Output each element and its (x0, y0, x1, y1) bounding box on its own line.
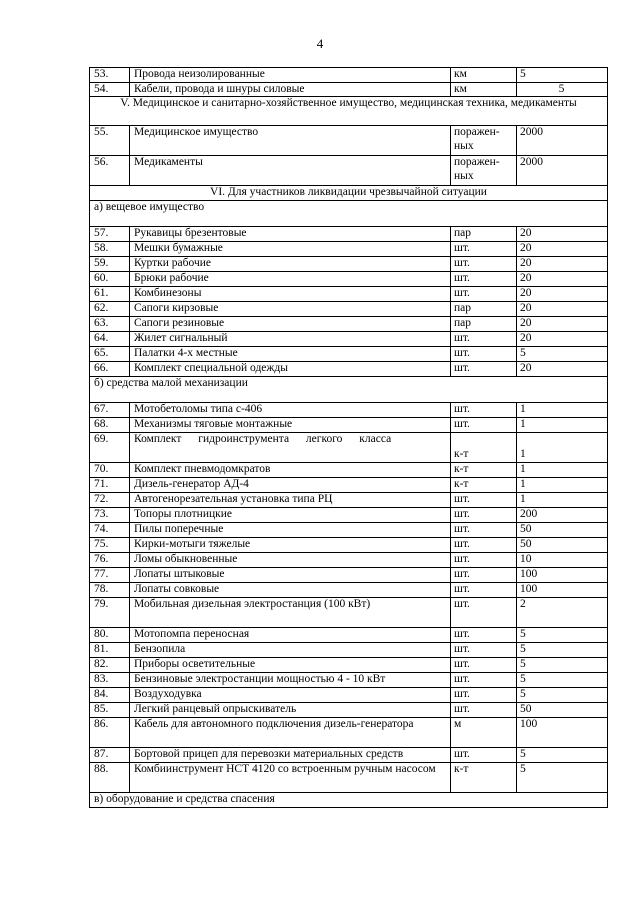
item-unit: шт. (451, 552, 517, 567)
table-row (90, 82, 608, 97)
subsection-title: в) оборудование и средства спасения (90, 792, 608, 807)
item-name: Бензиновые электростанции мощностью 4 - 10 кВт (130, 672, 451, 687)
item-quantity: 20 (517, 271, 608, 286)
item-unit: м (451, 717, 517, 747)
item-name: Медицинское имущество (130, 126, 451, 156)
item-unit: шт. (451, 286, 517, 301)
row-number: 53. (90, 68, 130, 83)
table-row (90, 702, 608, 717)
table-row (90, 537, 608, 552)
item-name: Топоры плотницкие (130, 507, 451, 522)
item-quantity: 5 (517, 642, 608, 657)
item-quantity: 5 (517, 747, 608, 762)
item-name: Мотопомпа переносная (130, 627, 451, 642)
table-row (90, 507, 608, 522)
item-name: Кабель для автономного подключения дизель-генератора (130, 717, 451, 747)
row-number: 81. (90, 642, 130, 657)
row-number: 80. (90, 627, 130, 642)
row-number: 70. (90, 462, 130, 477)
row-number: 77. (90, 567, 130, 582)
row-number: 73. (90, 507, 130, 522)
row-number: 69. (90, 432, 130, 462)
table-row (90, 657, 608, 672)
table-row (90, 582, 608, 597)
table-row (90, 316, 608, 331)
item-quantity: 20 (517, 316, 608, 331)
item-unit: шт. (451, 657, 517, 672)
row-number: 57. (90, 226, 130, 241)
table-row (90, 462, 608, 477)
table-row (90, 417, 608, 432)
item-unit: шт. (451, 256, 517, 271)
item-name: Комбинезоны (130, 286, 451, 301)
item-quantity: 20 (517, 331, 608, 346)
item-name: Ломы обыкновенные (130, 552, 451, 567)
equipment-table-body (90, 68, 608, 808)
table-row (90, 402, 608, 417)
table-row (90, 477, 608, 492)
item-quantity: 50 (517, 702, 608, 717)
table-row (90, 567, 608, 582)
item-name: Лопаты штыковые (130, 567, 451, 582)
item-name: Комплект пневмодомкратов (130, 462, 451, 477)
item-unit: к-т (451, 462, 517, 477)
item-name: Воздуходувка (130, 687, 451, 702)
section-title: VI. Для участников ликвидации чрезвычайной ситуации (90, 186, 608, 201)
row-number: 83. (90, 672, 130, 687)
item-name: Механизмы тяговые монтажные (130, 417, 451, 432)
equipment-table (89, 67, 608, 808)
table-row (90, 597, 608, 627)
item-unit: пар (451, 301, 517, 316)
item-quantity: 5 (517, 627, 608, 642)
table-row (90, 627, 608, 642)
item-quantity: 5 (517, 68, 608, 83)
item-quantity: 20 (517, 256, 608, 271)
table-row (90, 301, 608, 316)
item-quantity: 1 (517, 432, 608, 462)
item-quantity: 1 (517, 492, 608, 507)
table-row (90, 687, 608, 702)
item-name: Комбиинструмент НСТ 4120 со встроенным ручным насосом (130, 762, 451, 792)
item-unit: поражен-ных (451, 156, 517, 186)
row-number: 88. (90, 762, 130, 792)
table-row (90, 346, 608, 361)
item-quantity: 20 (517, 286, 608, 301)
table-row (90, 552, 608, 567)
item-name: Бортовой прицеп для перевозки материальных средств (130, 747, 451, 762)
item-unit: шт. (451, 627, 517, 642)
item-quantity: 1 (517, 417, 608, 432)
table-row (90, 241, 608, 256)
item-unit: шт. (451, 402, 517, 417)
item-name: Медикаменты (130, 156, 451, 186)
row-number: 84. (90, 687, 130, 702)
table-row (90, 68, 608, 83)
table-row (90, 642, 608, 657)
item-unit: шт. (451, 582, 517, 597)
item-unit: шт. (451, 642, 517, 657)
subsection-row (90, 376, 608, 402)
item-unit: шт. (451, 417, 517, 432)
item-quantity: 2 (517, 597, 608, 627)
item-quantity: 2000 (517, 126, 608, 156)
item-name: Лопаты совковые (130, 582, 451, 597)
row-number: 63. (90, 316, 130, 331)
item-unit: шт. (451, 507, 517, 522)
subsection-title: а) вещевое имущество (90, 200, 608, 226)
table-row (90, 747, 608, 762)
table-row (90, 271, 608, 286)
item-unit: км (451, 68, 517, 83)
item-name: Рукавицы брезентовые (130, 226, 451, 241)
item-name: Дизель-генератор АД-4 (130, 477, 451, 492)
item-quantity: 100 (517, 567, 608, 582)
row-number: 74. (90, 522, 130, 537)
row-number: 55. (90, 126, 130, 156)
row-number: 68. (90, 417, 130, 432)
table-row (90, 286, 608, 301)
table-row (90, 331, 608, 346)
item-name: Приборы осветительные (130, 657, 451, 672)
item-unit: к-т (451, 477, 517, 492)
item-quantity: 200 (517, 507, 608, 522)
table-row (90, 126, 608, 156)
row-number: 79. (90, 597, 130, 627)
item-name: Пилы поперечные (130, 522, 451, 537)
row-number: 58. (90, 241, 130, 256)
row-number: 82. (90, 657, 130, 672)
page-number: 4 (316, 36, 324, 51)
item-name: Комплект специальной одежды (130, 361, 451, 376)
row-number: 64. (90, 331, 130, 346)
item-quantity: 5 (517, 346, 608, 361)
item-unit: шт. (451, 346, 517, 361)
item-unit: пар (451, 226, 517, 241)
table-row (90, 522, 608, 537)
table-row (90, 361, 608, 376)
subsection-row (90, 792, 608, 807)
item-quantity: 5 (517, 762, 608, 792)
row-number: 87. (90, 747, 130, 762)
item-quantity: 1 (517, 462, 608, 477)
row-number: 75. (90, 537, 130, 552)
item-unit: шт. (451, 702, 517, 717)
item-name: Комплект гидроинструмента легкого класса (130, 432, 451, 462)
item-name: Жилет сигнальный (130, 331, 451, 346)
item-unit: шт. (451, 687, 517, 702)
item-quantity: 20 (517, 301, 608, 316)
item-name: Мотобетоломы типа с-406 (130, 402, 451, 417)
row-number: 56. (90, 156, 130, 186)
table-row (90, 717, 608, 747)
row-number: 78. (90, 582, 130, 597)
item-unit: км (451, 82, 517, 97)
row-number: 76. (90, 552, 130, 567)
row-number: 67. (90, 402, 130, 417)
item-name: Кабели, провода и шнуры силовые (130, 82, 451, 97)
item-name: Палатки 4-х местные (130, 346, 451, 361)
row-number: 59. (90, 256, 130, 271)
row-number: 66. (90, 361, 130, 376)
item-name: Мобильная дизельная электростанция (100 кВт) (130, 597, 451, 627)
item-quantity: 20 (517, 226, 608, 241)
item-unit: шт. (451, 672, 517, 687)
row-number: 72. (90, 492, 130, 507)
item-quantity: 5 (517, 687, 608, 702)
item-quantity: 20 (517, 361, 608, 376)
item-name: Кирки-мотыги тяжелые (130, 537, 451, 552)
item-quantity: 5 (517, 672, 608, 687)
item-name: Легкий ранцевый опрыскиватель (130, 702, 451, 717)
item-quantity: 50 (517, 537, 608, 552)
item-quantity: 50 (517, 522, 608, 537)
item-quantity: 2000 (517, 156, 608, 186)
item-unit: шт. (451, 567, 517, 582)
subsection-row (90, 200, 608, 226)
item-unit: шт. (451, 361, 517, 376)
table-row (90, 762, 608, 792)
item-unit: шт. (451, 522, 517, 537)
row-number: 86. (90, 717, 130, 747)
row-number: 54. (90, 82, 130, 97)
item-unit: шт. (451, 241, 517, 256)
item-quantity: 1 (517, 477, 608, 492)
item-unit: к-т (451, 762, 517, 792)
item-unit: поражен-ных (451, 126, 517, 156)
item-unit: пар (451, 316, 517, 331)
section-header-row (90, 97, 608, 126)
item-quantity: 5 (517, 82, 608, 97)
row-number: 60. (90, 271, 130, 286)
table-row (90, 492, 608, 507)
item-name: Провода неизолированные (130, 68, 451, 83)
row-number: 65. (90, 346, 130, 361)
table-row (90, 432, 608, 462)
row-number: 62. (90, 301, 130, 316)
item-quantity: 100 (517, 582, 608, 597)
item-name: Брюки рабочие (130, 271, 451, 286)
item-quantity: 5 (517, 657, 608, 672)
row-number: 61. (90, 286, 130, 301)
table-row (90, 226, 608, 241)
item-name: Куртки рабочие (130, 256, 451, 271)
item-name: Автогенорезательная установка типа РЦ (130, 492, 451, 507)
item-unit: шт. (451, 537, 517, 552)
item-quantity: 100 (517, 717, 608, 747)
table-row (90, 672, 608, 687)
subsection-title: б) средства малой механизации (90, 376, 608, 402)
item-quantity: 1 (517, 402, 608, 417)
row-number: 85. (90, 702, 130, 717)
item-unit: шт. (451, 747, 517, 762)
item-quantity: 10 (517, 552, 608, 567)
item-quantity: 20 (517, 241, 608, 256)
item-unit: шт. (451, 331, 517, 346)
row-number: 71. (90, 477, 130, 492)
section-title: V. Медицинское и санитарно-хозяйственное имущество, медицинская техника, медикаменты (90, 97, 608, 126)
table-row (90, 156, 608, 186)
item-name: Сапоги кирзовые (130, 301, 451, 316)
item-unit: шт. (451, 597, 517, 627)
item-unit: шт. (451, 492, 517, 507)
item-name: Мешки бумажные (130, 241, 451, 256)
table-row (90, 256, 608, 271)
item-name: Бензопила (130, 642, 451, 657)
section-header-row (90, 186, 608, 201)
item-name: Сапоги резиновые (130, 316, 451, 331)
item-unit: шт. (451, 271, 517, 286)
item-unit: к-т (451, 432, 517, 462)
